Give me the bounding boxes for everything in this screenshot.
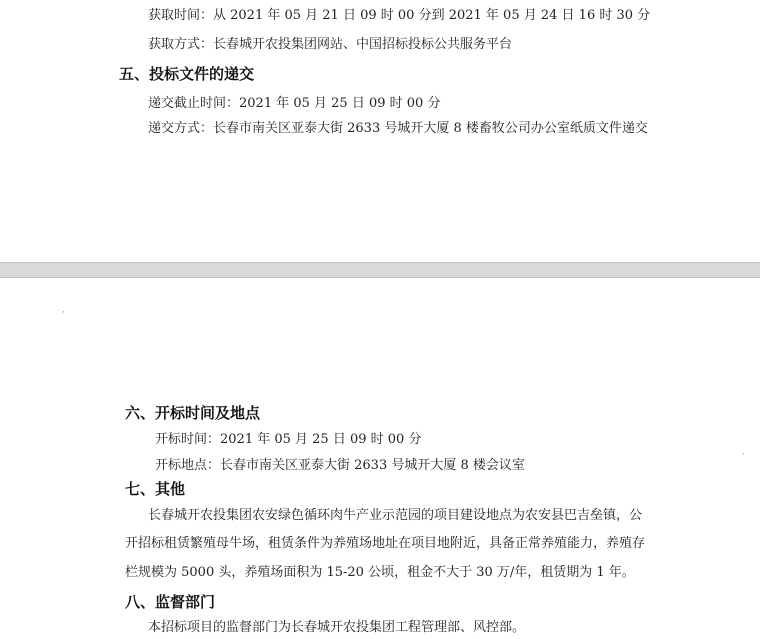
scan-speck: · <box>62 308 65 318</box>
other-paragraph-line-3: 栏规模为 5000 头，养殖场面积为 15-20 公顷，租金不大于 30 万/年，租赁期为 1 年。 <box>125 565 635 580</box>
page-separator <box>0 262 760 278</box>
other-paragraph-line-2: 开招标租赁繁殖母牛场，租赁条件为养殖场地址在项目地附近，具备正常养殖能力，养殖存 <box>125 536 646 551</box>
document-page-1 <box>0 0 760 262</box>
acquire-method: 获取方式：长春城开农投集团网站、中国招标投标公共服务平台 <box>148 37 513 52</box>
submission-method: 递交方式：长春市南关区亚泰大街 2633 号城开大厦 8 楼畜牧公司办公室纸质文件递交 <box>148 121 648 136</box>
acquire-time: 获取时间：从 2021 年 05 月 21 日 09 时 00 分到 2021 年 05 月 24 日 16 时 30 分 <box>148 8 651 23</box>
scan-speck: · <box>742 450 745 460</box>
section-5-heading: 五、投标文件的递交 <box>119 65 255 83</box>
opening-time: 开标时间：2021 年 05 月 25 日 09 时 00 分 <box>155 432 422 447</box>
section-7-heading: 七、其他 <box>125 480 186 498</box>
opening-place: 开标地点：长春市南关区亚泰大街 2633 号城开大厦 8 楼会议室 <box>155 458 525 473</box>
other-paragraph-line-1: 长春城开农投集团农安绿色循环肉牛产业示范园的项目建设地点为农安县巴吉垒镇，公 <box>148 508 643 523</box>
supervision-text: 本招标项目的监督部门为长春城开农投集团工程管理部、风控部。 <box>148 620 526 635</box>
submission-deadline: 递交截止时间：2021 年 05 月 25 日 09 时 00 分 <box>148 96 441 111</box>
document-page-2 <box>0 278 760 639</box>
section-6-heading: 六、开标时间及地点 <box>125 404 261 422</box>
section-8-heading: 八、监督部门 <box>125 593 216 611</box>
